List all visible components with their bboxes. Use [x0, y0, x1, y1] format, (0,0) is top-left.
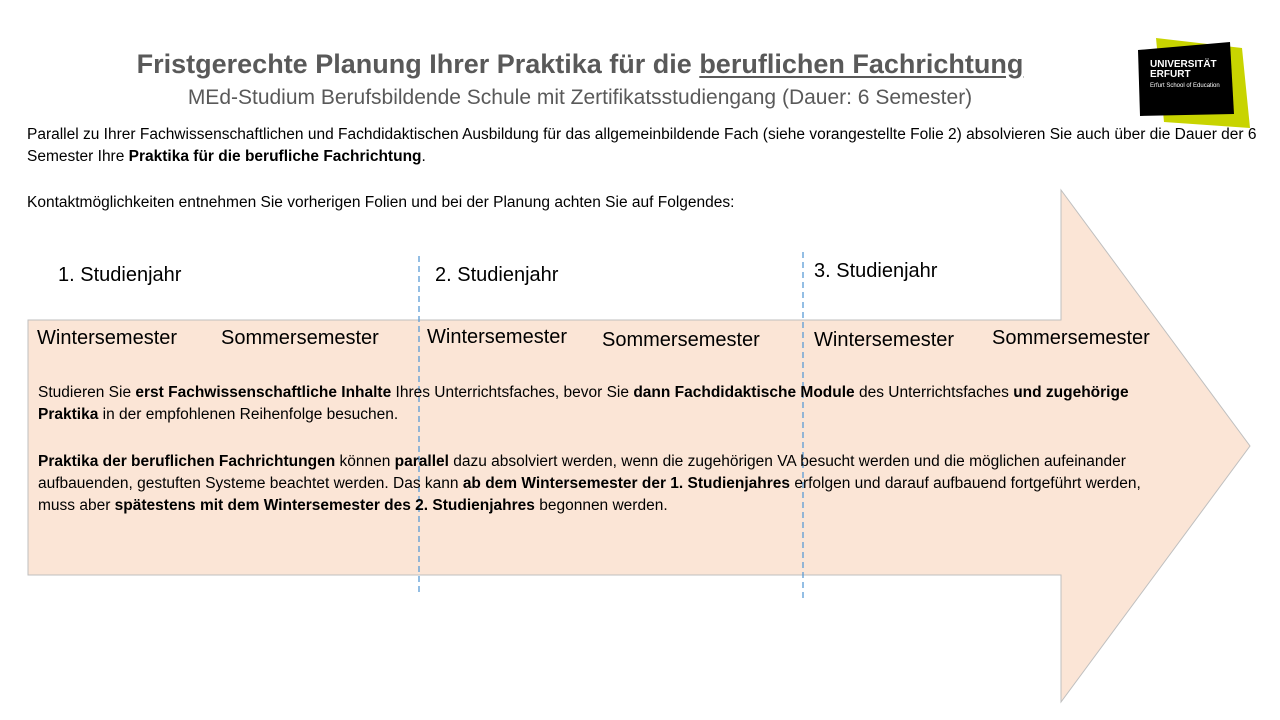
semester-label-4: Sommersemester: [602, 329, 760, 351]
text-segment: Studieren Sie: [38, 384, 136, 401]
text-segment: des Unterrichtsfaches: [858, 384, 1014, 401]
logo-line-2: ERFURT: [1150, 69, 1191, 80]
semester-label-5: Wintersemester: [814, 329, 955, 351]
text-segment: parallel: [394, 453, 454, 470]
text-segment: Praktika der beruflichen Fachrichtungen: [38, 453, 340, 470]
year-label-1: 1. Studienjahr: [58, 264, 182, 286]
page-title-underlined: beruflichen Fachrichtung: [699, 49, 1024, 79]
text-segment: in der empfohlenen Reihenfolge besuchen.: [102, 406, 399, 423]
text-segment: spätestens mit dem Wintersemester des 2. Studienjahres: [114, 497, 540, 514]
year-label-3: 3. Studienjahr: [814, 260, 938, 282]
text-segment: dann Fachdidaktische Module: [633, 384, 859, 401]
page-subtitle: MEd-Studium Berufsbildende Schule mit Zertifikatsstudiengang (Dauer: 6 Semester): [187, 86, 973, 109]
page-title: Fristgerechte Planung Ihrer Praktika für die beruflichen Fachrichtung: [136, 49, 1024, 79]
guidance-paragraph-2: [38, 451, 1148, 517]
logo-line-3: Erfurt School of Education: [1150, 83, 1220, 89]
text-segment: erst Fachwissenschaftliche Inhalte: [135, 384, 396, 401]
text-segment: und zugehörige Praktika: [38, 384, 1129, 423]
text-segment: begonnen werden.: [539, 497, 668, 514]
text-segment: ab dem Wintersemester der 1. Studienjahres: [462, 475, 795, 492]
guidance-paragraph-1: [38, 382, 1148, 426]
logo-line-1: UNIVERSITÄT: [1150, 59, 1217, 70]
text-segment: Ihres Unterrichtsfaches, bevor Sie: [395, 384, 634, 401]
semester-label-1: Wintersemester: [37, 327, 178, 349]
logo-text: [1150, 60, 1230, 90]
text-segment: erfolgen und darauf aufbauend fortgeführt werden, muss aber: [38, 475, 1141, 514]
arrow-shape: [28, 190, 1250, 702]
semester-label-3: Wintersemester: [427, 326, 568, 348]
year-label-2: 2. Studienjahr: [435, 264, 559, 286]
semester-label-2: Sommersemester: [221, 327, 379, 349]
text-segment: dazu absolviert werden, wenn die zugehörigen VA besucht werden und die möglichen aufeinander aufbauenden, gestuften Systeme beachtet werden. Das kann: [38, 453, 1126, 492]
intro-paragraph-2: Kontaktmöglichkeiten entnehmen Sie vorherigen Folien und bei der Planung achten Sie auf Folgendes:: [27, 194, 735, 211]
intro-paragraph-1: Parallel zu Ihrer Fachwissenschaftlichen und Fachdidaktischen Ausbildung für das allgemeinbildende Fach (siehe vorangestellte Folie 2) absolvieren Sie auch über die Dauer der 6 Semester Ihre Praktika für die berufliche Fachrichtung.: [27, 126, 1257, 165]
semester-label-6: Sommersemester: [992, 327, 1150, 349]
text-segment: können: [339, 453, 395, 470]
